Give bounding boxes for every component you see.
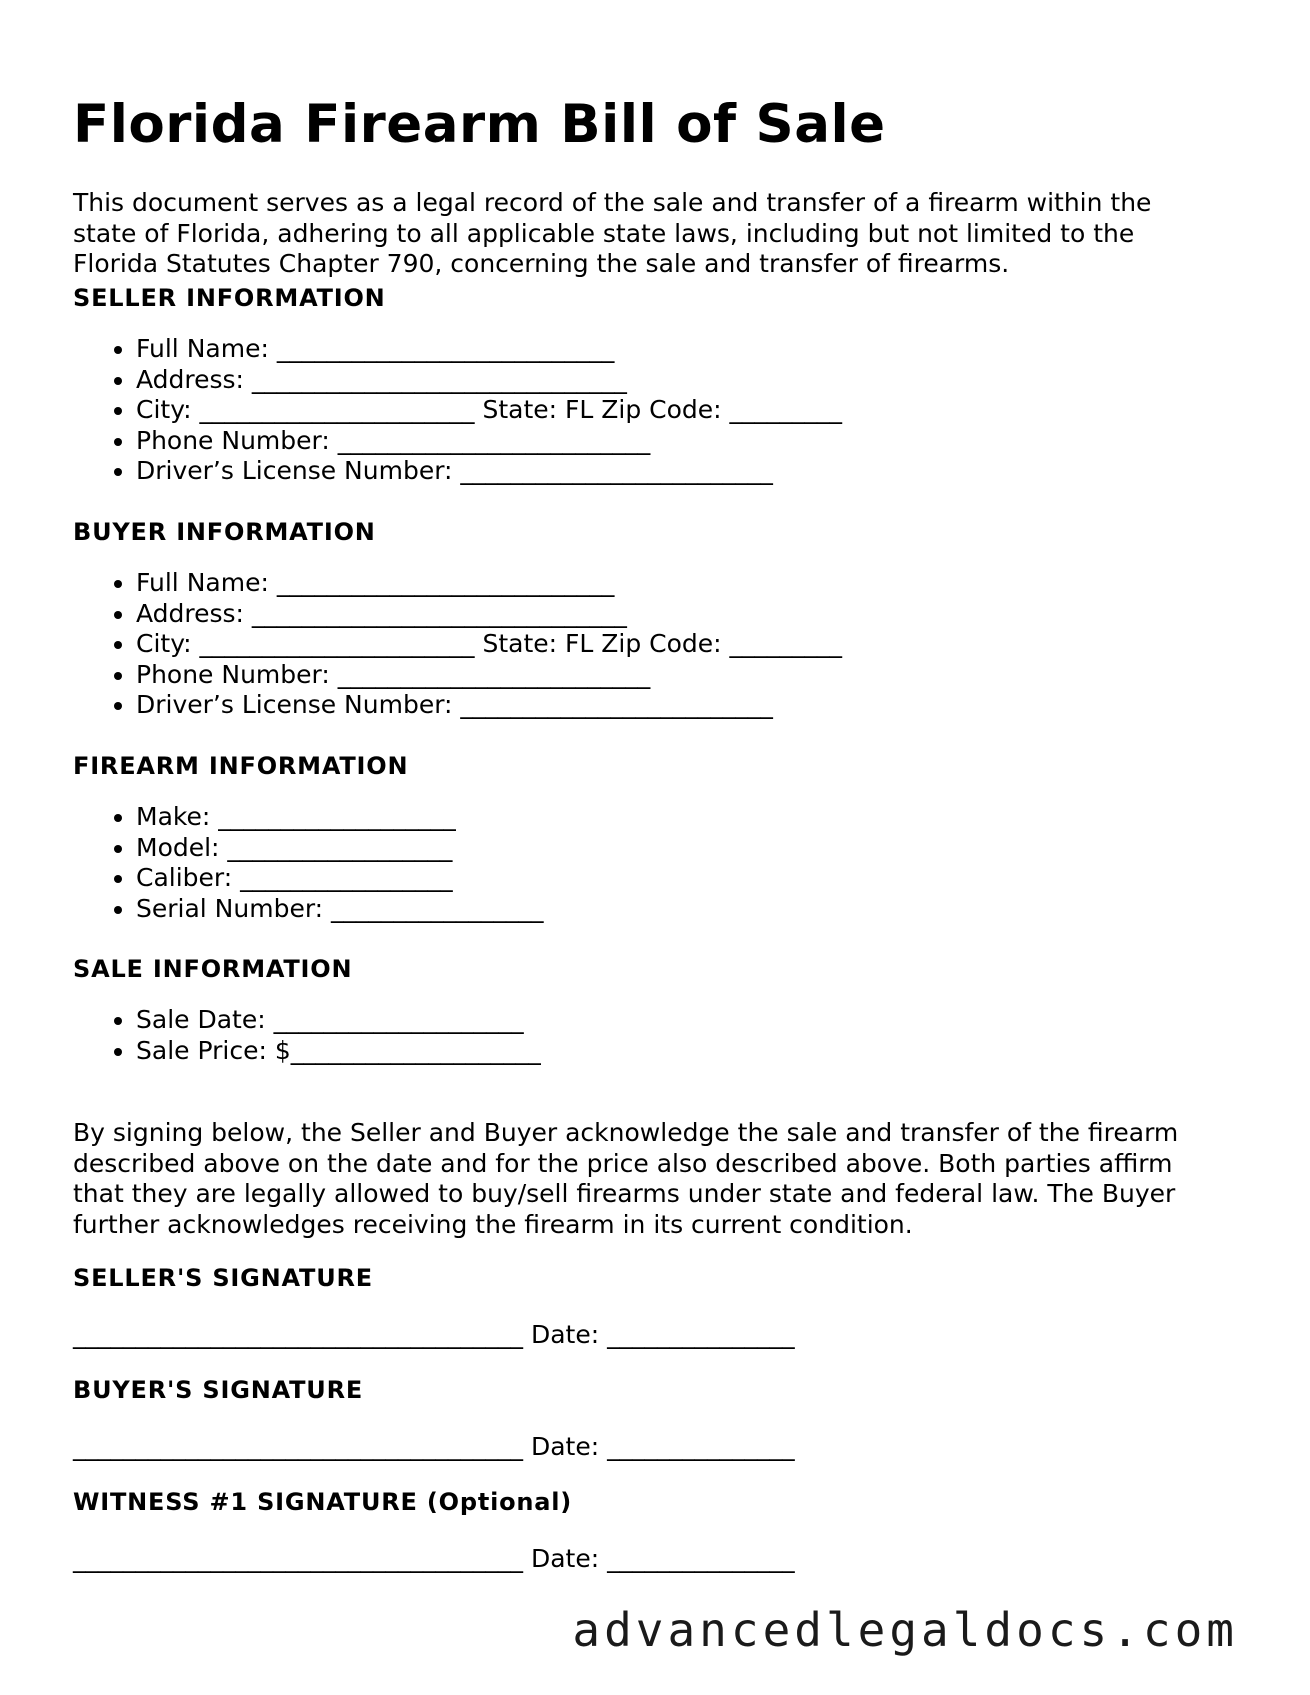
- buyer-signature-heading: BUYER'S SIGNATURE: [73, 1376, 364, 1404]
- firearm-section-heading: FIREARM INFORMATION: [73, 752, 409, 780]
- buyer-city-state-zip-field: • City: ______________________ State: FL Zip Code: _________: [136, 629, 842, 660]
- buyer-section-heading: BUYER INFORMATION: [73, 518, 376, 546]
- sale-price-field: • Sale Price: $____________________: [136, 1036, 541, 1067]
- firearm-caliber-field: • Caliber: _________________: [136, 863, 544, 894]
- seller-fields-list: [73, 334, 842, 487]
- witness-signature-line: ____________________________________ Date: _______________: [73, 1544, 795, 1573]
- buyer-address-field: • Address: ______________________________: [136, 599, 842, 630]
- page-title: Florida Firearm Bill of Sale: [73, 94, 886, 155]
- firearm-fields-list: [73, 802, 544, 924]
- firearm-serial-field: • Serial Number: _________________: [136, 894, 544, 925]
- seller-license-field: • Driver’s License Number: _________________________: [136, 456, 842, 487]
- buyer-signature-line: ____________________________________ Date: _______________: [73, 1432, 795, 1461]
- firearm-make-field: • Make: ___________________: [136, 802, 544, 833]
- buyer-phone-field: • Phone Number: _________________________: [136, 660, 842, 691]
- buyer-full-name-field: • Full Name: ___________________________: [136, 568, 842, 599]
- acknowledgement-paragraph: By signing below, the Seller and Buyer acknowledge the sale and transfer of the firearm described above on the date and for the price also described above. Both parties affirm that they are legally allowed to buy/sell firearms under state and federal law. The Buyer further acknowledges receiving the firearm in its current condition.: [73, 1118, 1179, 1239]
- seller-signature-line: ____________________________________ Date: _______________: [73, 1320, 795, 1349]
- witness-signature-heading: WITNESS #1 SIGNATURE (Optional): [73, 1488, 573, 1516]
- sale-fields-list: [73, 1005, 541, 1066]
- buyer-license-field: • Driver’s License Number: _________________________: [136, 690, 842, 721]
- buyer-fields-list: [73, 568, 842, 721]
- footer-watermark: advancedlegaldocs.com: [572, 1603, 1238, 1657]
- sale-section-heading: SALE INFORMATION: [73, 955, 353, 983]
- seller-address-field: • Address: ______________________________: [136, 365, 842, 396]
- seller-signature-heading: SELLER'S SIGNATURE: [73, 1264, 373, 1292]
- seller-city-state-zip-field: • City: ______________________ State: FL Zip Code: _________: [136, 395, 842, 426]
- sale-date-field: • Sale Date: ____________________: [136, 1005, 541, 1036]
- intro-paragraph: This document serves as a legal record of the sale and transfer of a firearm within the state of Florida, adhering to all applicable state laws, including but not limited to the Florida Statutes Chapter 790, concerning the sale and transfer of firearms.: [73, 188, 1152, 278]
- seller-section-heading: SELLER INFORMATION: [73, 284, 386, 312]
- firearm-model-field: • Model: __________________: [136, 833, 544, 864]
- seller-phone-field: • Phone Number: _________________________: [136, 426, 842, 457]
- seller-full-name-field: • Full Name: ___________________________: [136, 334, 842, 365]
